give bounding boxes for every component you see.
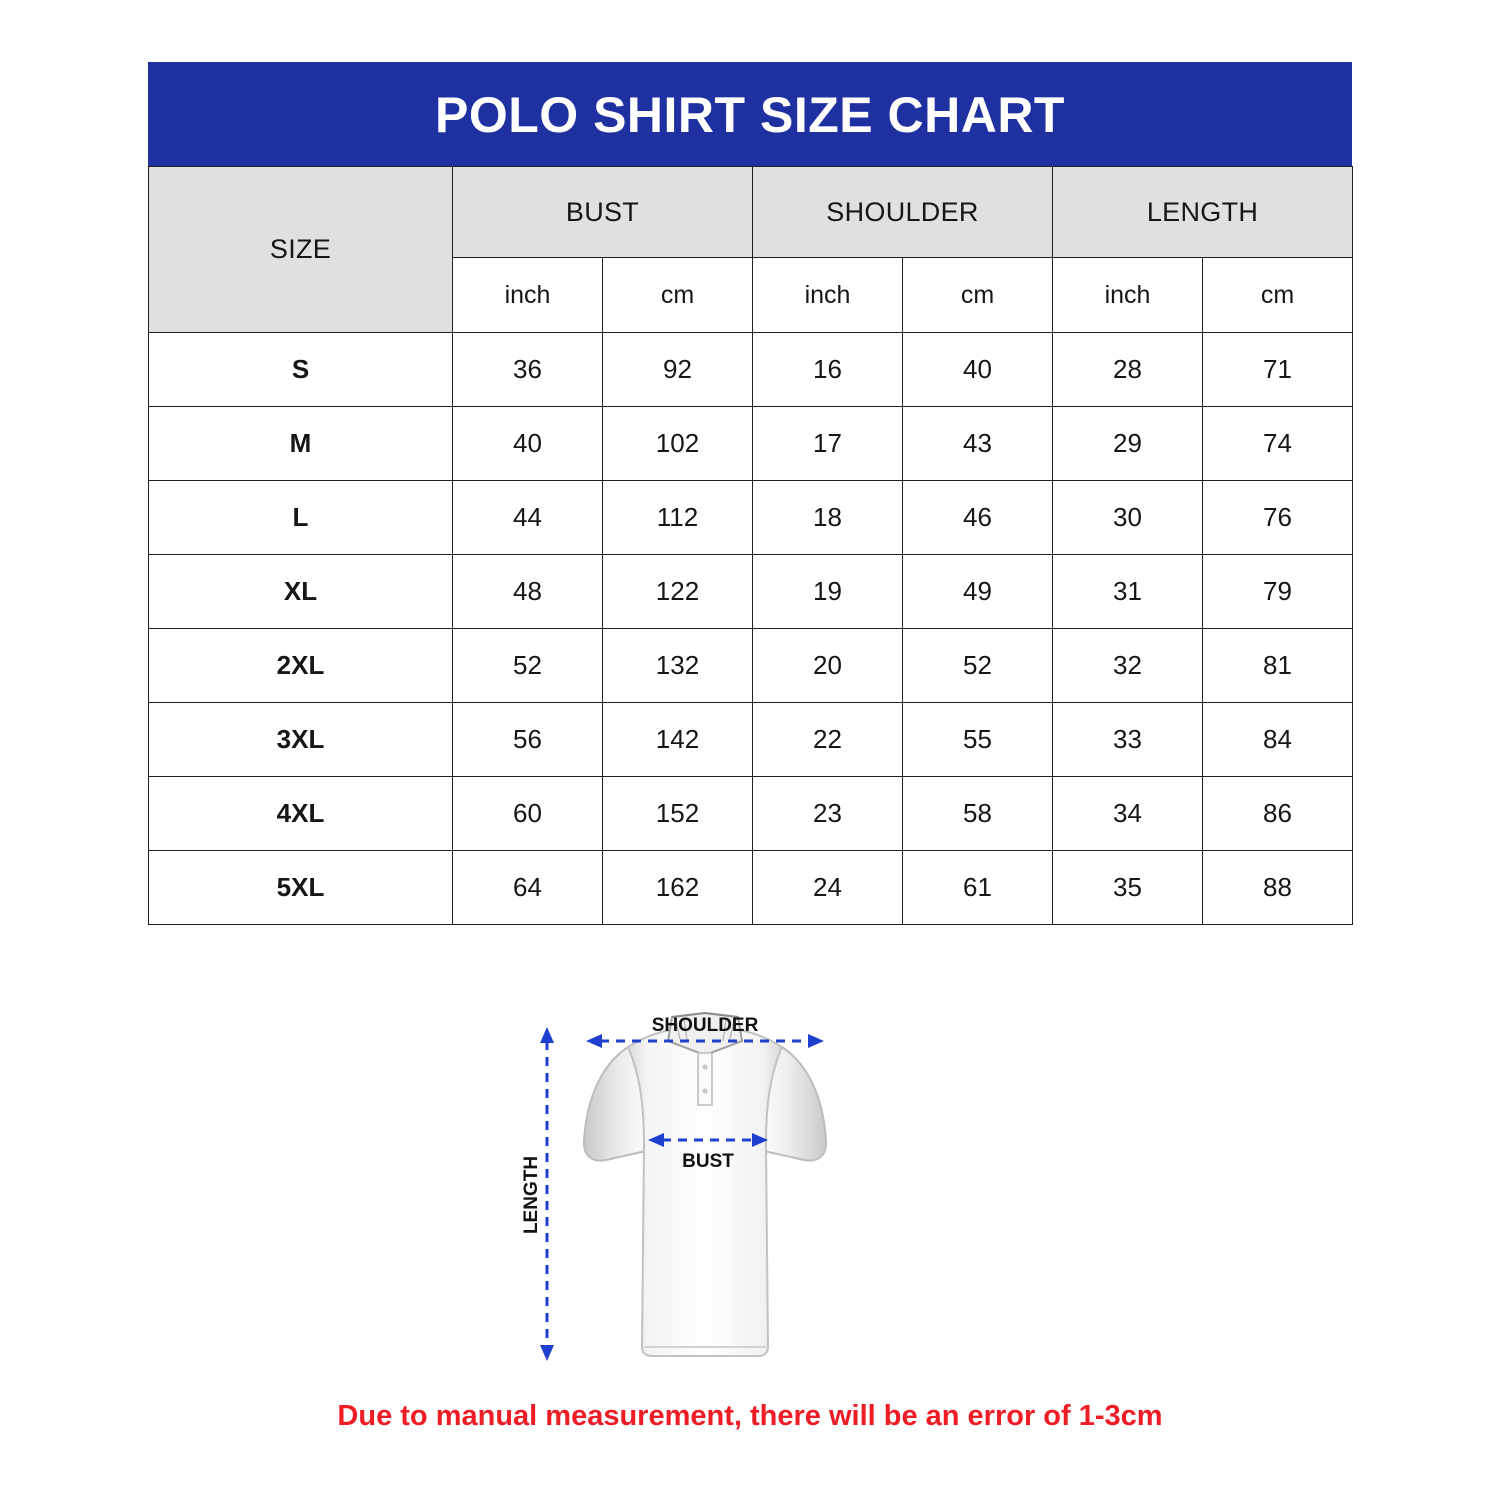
cell-length-cm: 76 xyxy=(1203,481,1353,555)
cell-bust-cm: 102 xyxy=(603,407,753,481)
cell-size: M xyxy=(149,407,453,481)
cell-shoulder-cm: 61 xyxy=(903,851,1053,925)
cell-size: 3XL xyxy=(149,703,453,777)
table-row xyxy=(149,407,1353,481)
cell-size: 5XL xyxy=(149,851,453,925)
table-row xyxy=(149,703,1353,777)
cell-bust-cm: 162 xyxy=(603,851,753,925)
polo-shirt-illustration xyxy=(584,1013,826,1356)
cell-bust-inch: 56 xyxy=(453,703,603,777)
unit-length-cm: cm xyxy=(1203,258,1353,333)
cell-length-inch: 30 xyxy=(1053,481,1203,555)
table-group-header-row xyxy=(149,167,1353,258)
unit-shoulder-inch: inch xyxy=(753,258,903,333)
table-row xyxy=(149,629,1353,703)
header-size: SIZE xyxy=(149,167,453,333)
table-row xyxy=(149,555,1353,629)
cell-bust-inch: 60 xyxy=(453,777,603,851)
cell-length-inch: 33 xyxy=(1053,703,1203,777)
page-title: POLO SHIRT SIZE CHART xyxy=(148,62,1352,166)
cell-shoulder-cm: 58 xyxy=(903,777,1053,851)
length-label: LENGTH xyxy=(521,1155,542,1235)
cell-shoulder-inch: 18 xyxy=(753,481,903,555)
cell-length-cm: 86 xyxy=(1203,777,1353,851)
cell-length-inch: 29 xyxy=(1053,407,1203,481)
cell-shoulder-cm: 49 xyxy=(903,555,1053,629)
cell-length-cm: 74 xyxy=(1203,407,1353,481)
cell-size: S xyxy=(149,333,453,407)
cell-bust-cm: 112 xyxy=(603,481,753,555)
cell-length-cm: 84 xyxy=(1203,703,1353,777)
header-shoulder: SHOULDER xyxy=(753,167,1053,258)
cell-length-inch: 32 xyxy=(1053,629,1203,703)
unit-bust-cm: cm xyxy=(603,258,753,333)
cell-bust-cm: 152 xyxy=(603,777,753,851)
length-dimension xyxy=(540,1027,554,1361)
measurement-note: Due to manual measurement, there will be an error of 1-3cm xyxy=(337,1400,1163,1432)
cell-shoulder-cm: 55 xyxy=(903,703,1053,777)
cell-bust-cm: 132 xyxy=(603,629,753,703)
cell-size: L xyxy=(149,481,453,555)
cell-bust-inch: 48 xyxy=(453,555,603,629)
cell-bust-inch: 36 xyxy=(453,333,603,407)
unit-shoulder-cm: cm xyxy=(903,258,1053,333)
header-length: LENGTH xyxy=(1053,167,1353,258)
cell-length-inch: 34 xyxy=(1053,777,1203,851)
table-row xyxy=(149,851,1353,925)
cell-shoulder-inch: 16 xyxy=(753,333,903,407)
cell-bust-cm: 92 xyxy=(603,333,753,407)
cell-shoulder-cm: 43 xyxy=(903,407,1053,481)
cell-shoulder-cm: 52 xyxy=(903,629,1053,703)
cell-shoulder-inch: 22 xyxy=(753,703,903,777)
cell-bust-inch: 64 xyxy=(453,851,603,925)
cell-length-inch: 35 xyxy=(1053,851,1203,925)
cell-shoulder-inch: 24 xyxy=(753,851,903,925)
cell-shoulder-inch: 19 xyxy=(753,555,903,629)
cell-bust-cm: 142 xyxy=(603,703,753,777)
unit-length-inch: inch xyxy=(1053,258,1203,333)
cell-length-cm: 79 xyxy=(1203,555,1353,629)
cell-length-inch: 28 xyxy=(1053,333,1203,407)
cell-bust-inch: 44 xyxy=(453,481,603,555)
cell-length-cm: 71 xyxy=(1203,333,1353,407)
bust-label: BUST xyxy=(682,1151,734,1172)
cell-bust-cm: 122 xyxy=(603,555,753,629)
cell-length-cm: 81 xyxy=(1203,629,1353,703)
cell-size: XL xyxy=(149,555,453,629)
cell-shoulder-cm: 40 xyxy=(903,333,1053,407)
cell-size: 4XL xyxy=(149,777,453,851)
cell-bust-inch: 52 xyxy=(453,629,603,703)
cell-length-cm: 88 xyxy=(1203,851,1353,925)
cell-shoulder-cm: 46 xyxy=(903,481,1053,555)
cell-shoulder-inch: 17 xyxy=(753,407,903,481)
cell-length-inch: 31 xyxy=(1053,555,1203,629)
table-row xyxy=(149,333,1353,407)
table-row xyxy=(149,481,1353,555)
cell-size: 2XL xyxy=(149,629,453,703)
cell-shoulder-inch: 20 xyxy=(753,629,903,703)
size-chart-container xyxy=(148,62,1352,925)
cell-bust-inch: 40 xyxy=(453,407,603,481)
size-table xyxy=(148,166,1353,925)
header-bust: BUST xyxy=(453,167,753,258)
measurement-diagram xyxy=(520,955,990,1375)
table-row xyxy=(149,777,1353,851)
shoulder-label: SHOULDER xyxy=(651,1015,759,1036)
cell-shoulder-inch: 23 xyxy=(753,777,903,851)
unit-bust-inch: inch xyxy=(453,258,603,333)
